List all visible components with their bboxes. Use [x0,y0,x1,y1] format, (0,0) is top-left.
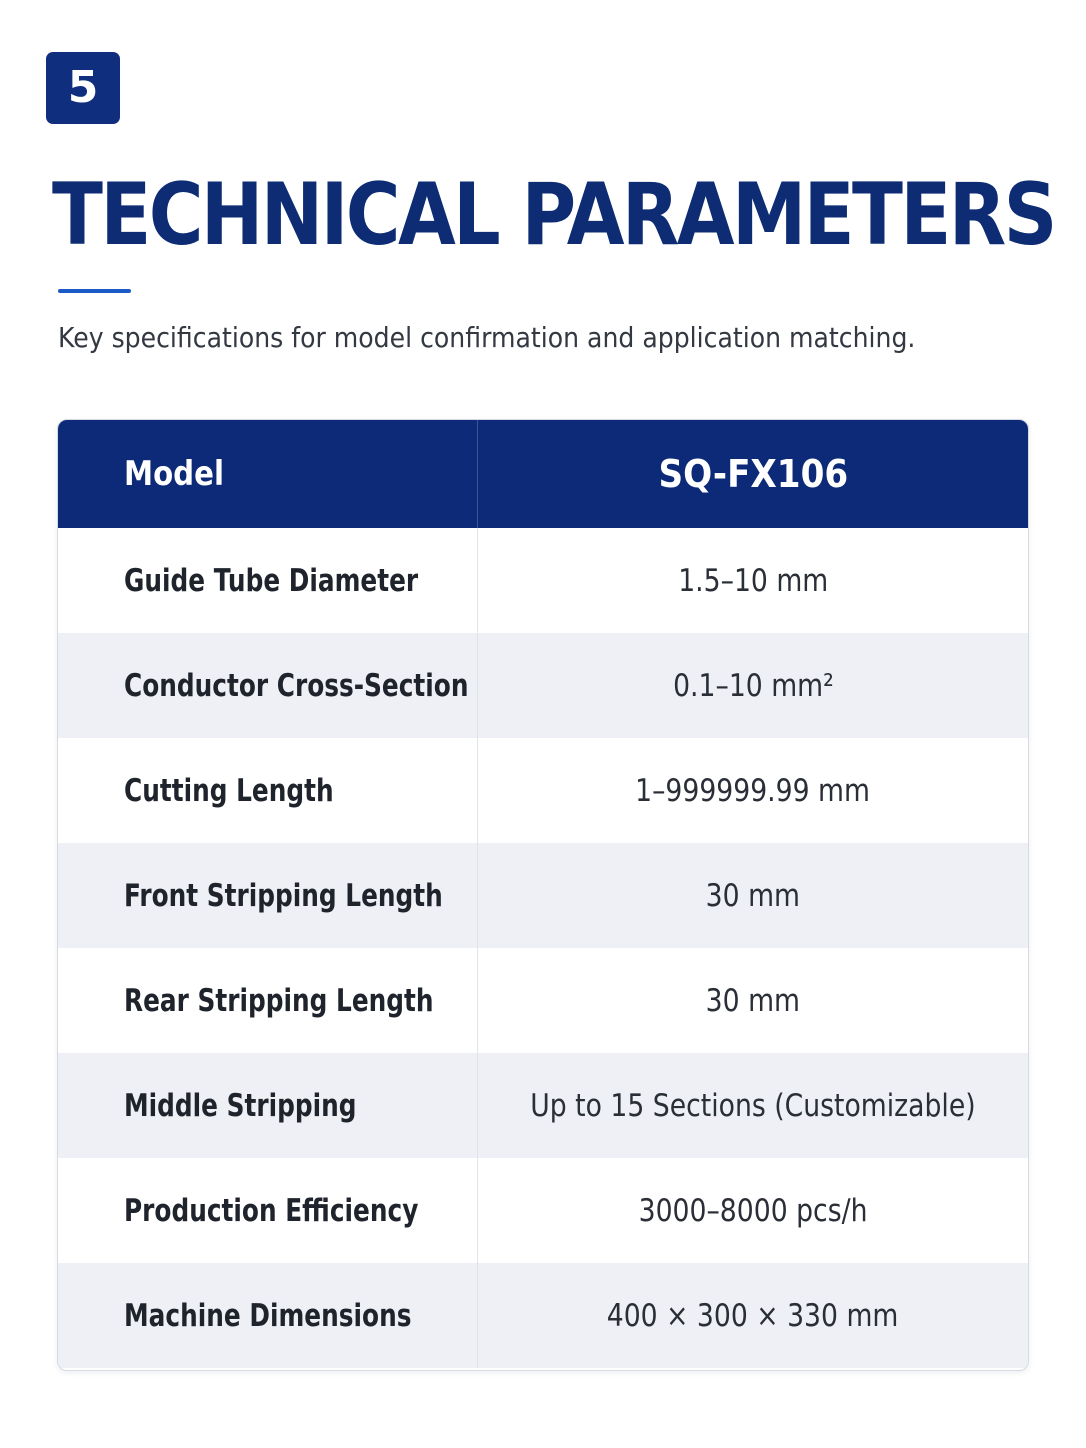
param-label: Middle Stripping [124,1087,357,1124]
param-value-cell [478,738,1028,843]
table-row [58,738,1028,843]
param-label-cell [58,1053,478,1158]
table-row [58,1263,1028,1368]
header-label: Model [124,454,224,494]
param-value-cell [478,948,1028,1053]
param-value: 0.1–10 mm² [672,667,834,704]
page-subtitle: Key specifications for model confirmation and application matching. [58,321,916,354]
page-title: TECHNICAL PARAMETERS [52,165,1055,265]
table-header-row [58,420,1028,528]
section-number-badge: 5 [46,52,120,124]
param-label: Cutting Length [124,772,334,809]
param-value: 30 mm [705,982,801,1019]
param-value: 400 × 300 × 330 mm [607,1297,899,1334]
param-value: 3000–8000 pcs/h [638,1192,868,1229]
param-label: Machine Dimensions [124,1297,412,1334]
param-label-cell [58,528,478,633]
param-value-cell [478,633,1028,738]
table-row [58,948,1028,1053]
param-label: Conductor Cross-Section [124,667,469,704]
model-name: SQ-FX106 [658,452,848,496]
param-label: Rear Stripping Length [124,982,434,1019]
param-label: Production Efficiency [124,1192,419,1229]
param-label-cell [58,1263,478,1368]
header-value-cell [478,420,1028,528]
table-row [58,1053,1028,1158]
param-value-cell [478,528,1028,633]
param-label-cell [58,1158,478,1263]
param-label-cell [58,843,478,948]
param-label: Front Stripping Length [124,877,443,914]
param-label-cell [58,738,478,843]
param-label: Guide Tube Diameter [124,562,419,599]
table-row [58,843,1028,948]
title-underline [58,289,131,293]
table-row [58,633,1028,738]
param-label-cell [58,948,478,1053]
param-value-cell [478,1158,1028,1263]
param-value: 30 mm [705,877,801,914]
param-value: 1.5–10 mm [677,562,829,599]
param-value: 1–999999.99 mm [635,772,871,809]
param-value-cell [478,843,1028,948]
header-label-cell [58,420,478,528]
param-value-cell [478,1053,1028,1158]
table-row [58,1158,1028,1263]
table-row [58,528,1028,633]
param-label-cell [58,633,478,738]
param-value-cell [478,1263,1028,1368]
param-value: Up to 15 Sections (Customizable) [530,1087,976,1124]
parameters-table [57,419,1029,1371]
